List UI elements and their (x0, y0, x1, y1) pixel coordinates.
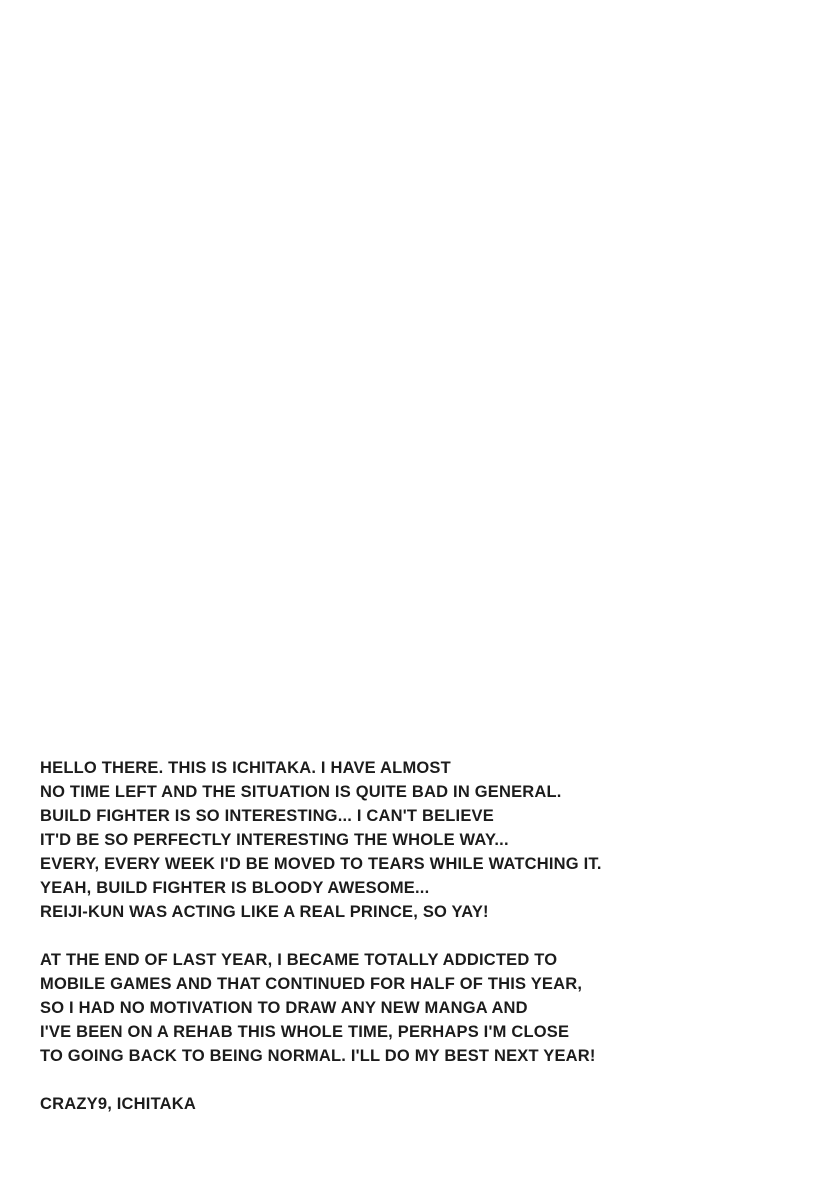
afterword-paragraph-1 (40, 756, 800, 924)
signature-line: CRAZY9, ICHITAKA (40, 1095, 196, 1113)
afterword-signature (40, 1092, 800, 1116)
text-line: HELLO THERE. THIS IS ICHITAKA. I HAVE ALMOST (40, 759, 451, 777)
afterword-text-block (40, 756, 800, 1116)
text-line: MOBILE GAMES AND THAT CONTINUED FOR HALF OF THIS YEAR, (40, 975, 583, 993)
text-line: YEAH, BUILD FIGHTER IS BLOODY AWESOME... (40, 879, 430, 897)
text-line: IT'D BE SO PERFECTLY INTERESTING THE WHOLE WAY... (40, 831, 509, 849)
text-line: NO TIME LEFT AND THE SITUATION IS QUITE BAD IN GENERAL. (40, 783, 562, 801)
text-line: TO GOING BACK TO BEING NORMAL. I'LL DO MY BEST NEXT YEAR! (40, 1047, 596, 1065)
text-line: EVERY, EVERY WEEK I'D BE MOVED TO TEARS WHILE WATCHING IT. (40, 855, 602, 873)
text-line: I'VE BEEN ON A REHAB THIS WHOLE TIME, PERHAPS I'M CLOSE (40, 1023, 570, 1041)
text-line: SO I HAD NO MOTIVATION TO DRAW ANY NEW MANGA AND (40, 999, 528, 1017)
text-line: BUILD FIGHTER IS SO INTERESTING... I CAN'T BELIEVE (40, 807, 494, 825)
text-line: AT THE END OF LAST YEAR, I BECAME TOTALLY ADDICTED TO (40, 951, 558, 969)
text-line: REIJI-KUN WAS ACTING LIKE A REAL PRINCE, SO YAY! (40, 903, 489, 921)
afterword-paragraph-2 (40, 948, 800, 1068)
